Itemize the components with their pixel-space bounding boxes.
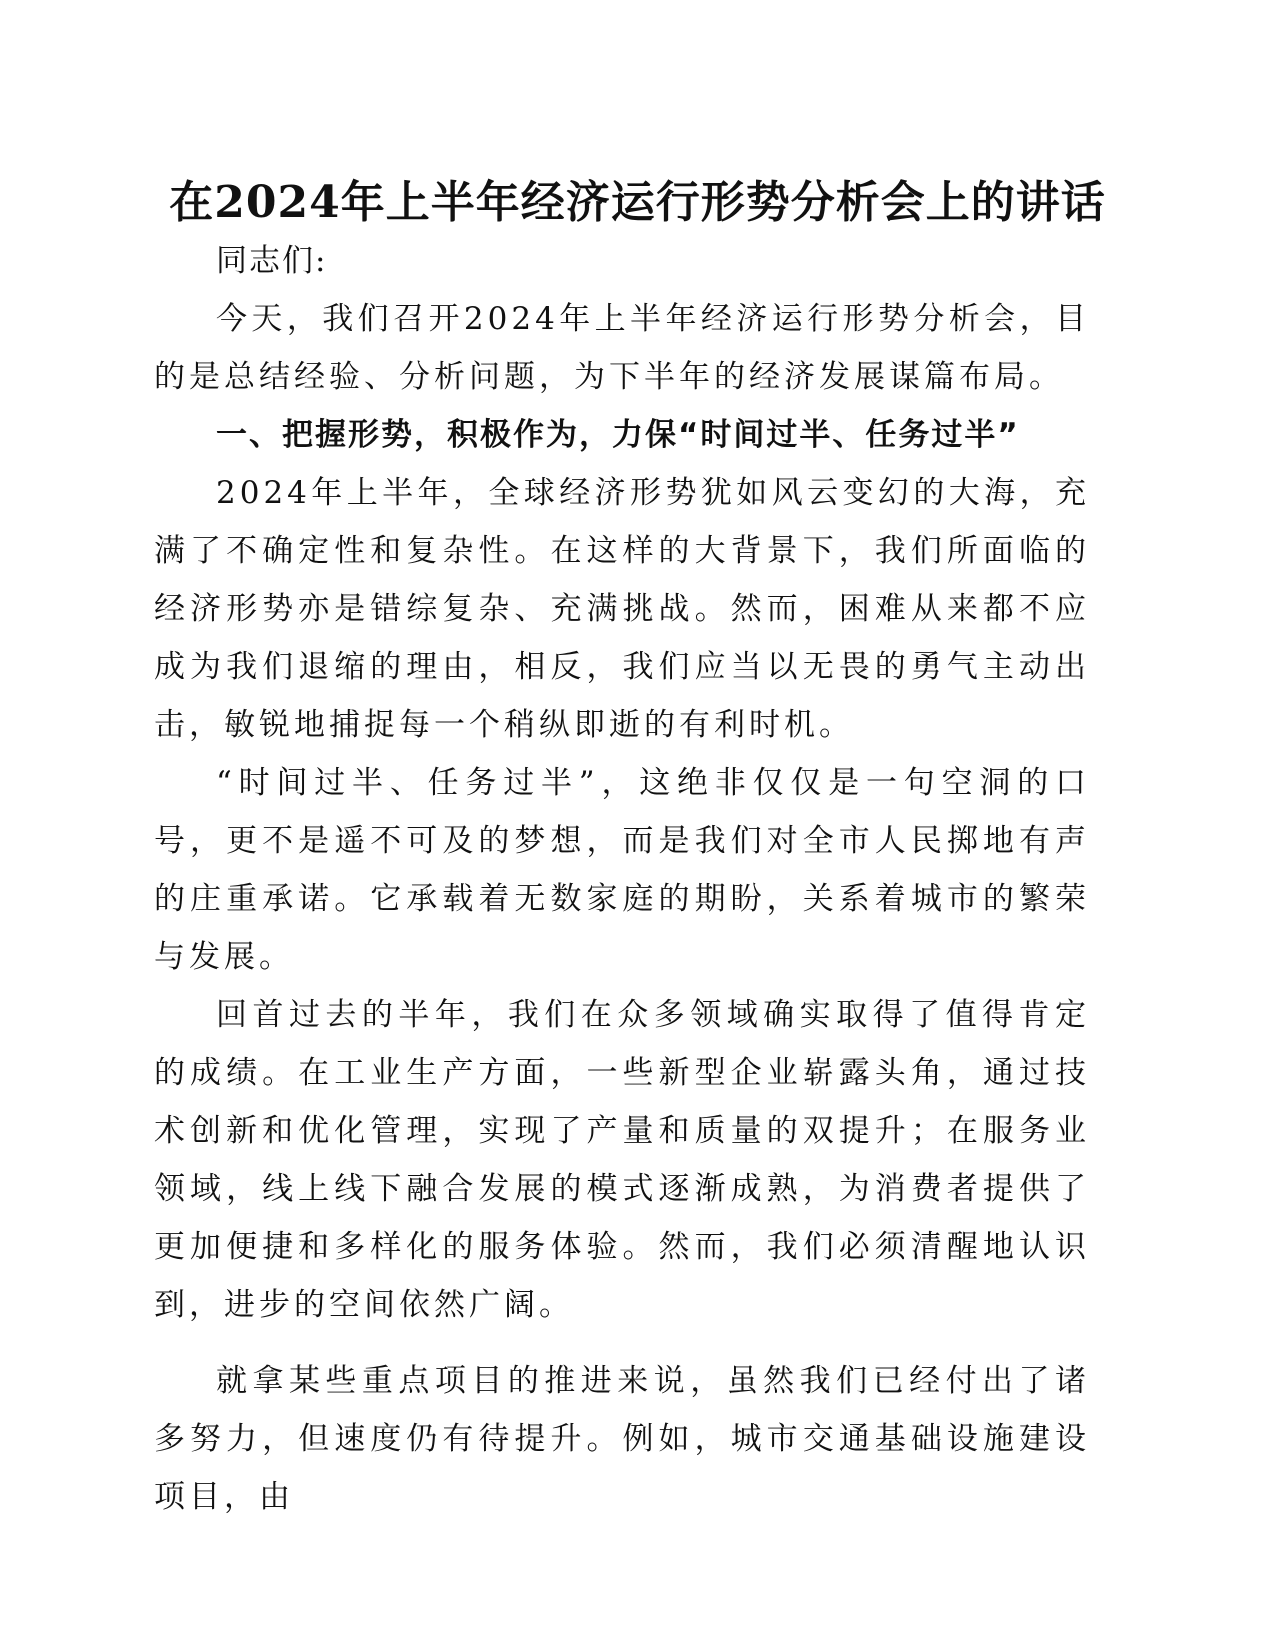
paragraph-slogan: “时间过半、任务过半”，这绝非仅仅是一句空洞的口号，更不是遥不可及的梦想，而是我们对全市人民掷地有声的庄重承诺。它承载着无数家庭的期盼，关系着城市的繁荣与发展。 xyxy=(154,765,1090,975)
section-heading-1: 一、把握形势，积极作为，力保“时间过半、任务过半” xyxy=(216,417,1020,453)
paragraph-intro: 今天，我们召开2024年上半年经济运行形势分析会，目的是总结经验、分析问题，为下半年的经济发展谋篇布局。 xyxy=(154,301,1090,395)
paragraph-projects: 就拿某些重点项目的推进来说，虽然我们已经付出了诸多努力，但速度仍有待提升。例如，城市交通基础设施建设项目，由 xyxy=(154,1363,1090,1515)
paragraph-review: 回首过去的半年，我们在众多领域确实取得了值得肯定的成绩。在工业生产方面，一些新型企业崭露头角，通过技术创新和优化管理，实现了产量和质量的双提升；在服务业领域，线上线下融合发展的模式逐渐成熟，为消费者提供了更加便捷和多样化的服务体验。然而，我们必须清醒地认识到，进步的空间依然广阔。 xyxy=(154,997,1090,1323)
document-body xyxy=(154,232,1090,1526)
paragraph-situation: 2024年上半年，全球经济形势犹如风云变幻的大海，充满了不确定性和复杂性。在这样的大背景下，我们所面临的经济形势亦是错综复杂、充满挑战。然而，困难从来都不应成为我们退缩的理由，相反，我们应当以无畏的勇气主动出击，敏锐地捕捉每一个稍纵即逝的有利时机。 xyxy=(154,475,1090,743)
document-title: 在2024年上半年经济运行形势分析会上的讲话 xyxy=(169,177,1106,228)
greeting: 同志们: xyxy=(216,243,328,279)
